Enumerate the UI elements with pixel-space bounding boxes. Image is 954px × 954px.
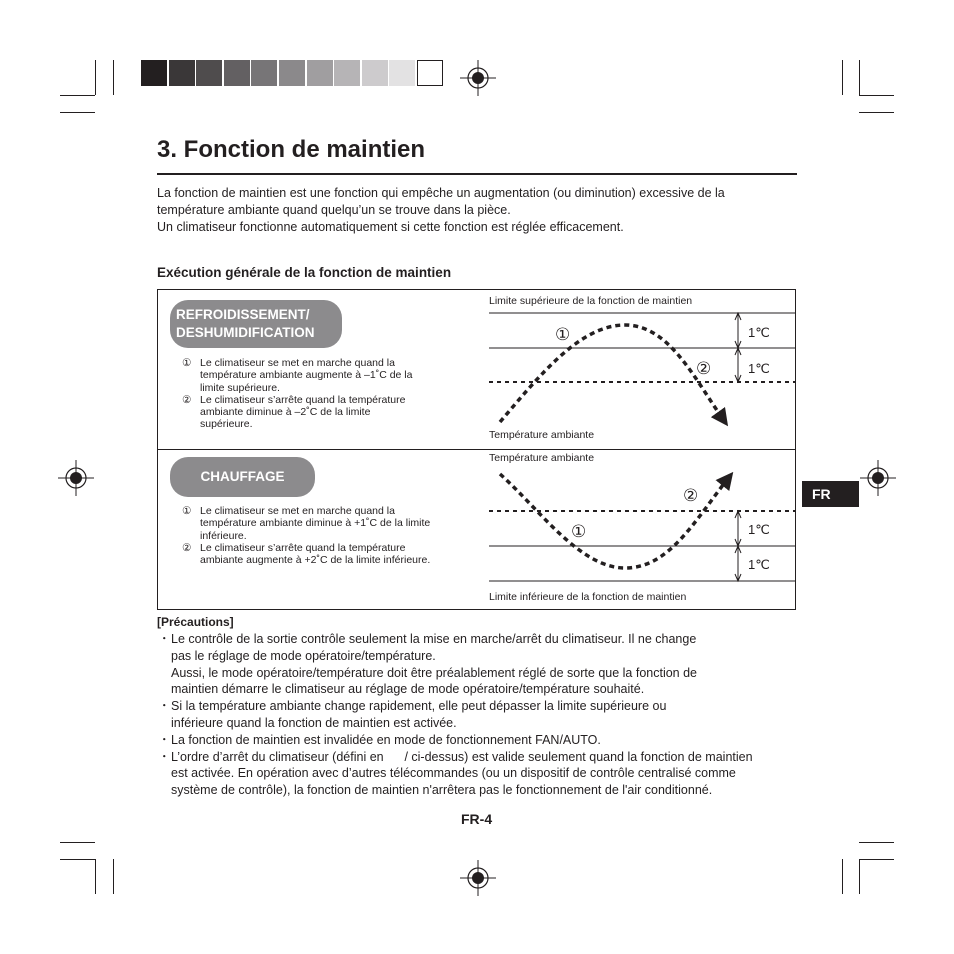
precaution-item <box>157 749 837 799</box>
color-swatch <box>251 60 277 86</box>
precaution-item <box>157 631 837 698</box>
precaution-item <box>157 732 837 749</box>
note-text: inférieure. <box>200 529 247 542</box>
precaution-text: est activée. En opération avec d’autres télécommandes (ou un dispositif de contrôle centralisé comme <box>171 766 736 781</box>
page-number: FR-4 <box>461 811 493 827</box>
cooling-graph-top-label: Limite supérieure de la fonction de maintien <box>489 295 693 307</box>
crop-mark <box>113 859 114 894</box>
heating-unit-2: 1℃ <box>748 557 770 572</box>
heating-graph-top-label: Température ambiante <box>489 452 595 464</box>
crop-mark <box>95 60 96 95</box>
cooling-marker-1: ① <box>555 325 571 344</box>
color-swatch <box>307 60 333 86</box>
color-swatch <box>224 60 250 86</box>
crop-mark <box>60 95 95 96</box>
precautions-title: [Précautions] <box>157 615 234 629</box>
color-swatch <box>169 60 195 86</box>
title-rule <box>157 173 797 175</box>
note-number: ② <box>182 541 192 554</box>
precaution-item <box>157 698 837 732</box>
heating-notes <box>182 505 472 566</box>
crop-mark <box>60 859 95 860</box>
note-text: ambiante augmente à +2˚C de la limite inférieure. <box>200 554 431 567</box>
bullet: ・ <box>158 699 171 714</box>
crop-mark <box>859 60 860 95</box>
diagram-divider <box>157 449 796 450</box>
precaution-text: maintien démarre le climatiseur au réglage de mode opératoire/température souhaité. <box>171 682 645 697</box>
crop-mark <box>859 859 894 860</box>
precaution-text: Aussi, le mode opératoire/température doit être préalablement réglé de sorte que la fonction de <box>171 665 698 680</box>
heating-graph-bottom-label: Limite inférieure de la fonction de maintien <box>489 591 687 603</box>
crop-mark <box>95 859 96 894</box>
crop-mark <box>859 859 860 894</box>
registration-mark-bottom <box>460 860 496 896</box>
precaution-text: système de contrôle), la fonction de maintien n'arrêtera pas le fonctionnement de l'air conditionné. <box>171 783 713 798</box>
color-swatch <box>417 60 443 86</box>
precaution-text: Le contrôle de la sortie contrôle seulement la mise en marche/arrêt du climatiseur. Il ne change <box>171 632 697 646</box>
registration-mark-right <box>860 460 896 496</box>
section-heading: Exécution générale de la fonction de maintien <box>157 265 452 280</box>
heating-mode-badge: CHAUFFAGE <box>170 457 315 497</box>
heating-marker-1: ① <box>571 522 587 541</box>
cooling-label-line-1: REFROIDISSEMENT/ <box>176 307 310 322</box>
crop-mark <box>859 842 894 843</box>
intro-line-2: température ambiante quand quelqu’un se trouve dans la pièce. <box>157 203 511 217</box>
note-text: température ambiante diminue à +1˚C de la limite <box>200 517 431 530</box>
color-swatch <box>362 60 388 86</box>
note-text: Le climatiseur s’arrête quand la température <box>200 541 406 554</box>
crop-mark <box>60 842 95 843</box>
note-text: Le climatiseur se met en marche quand la <box>200 505 395 517</box>
cooling-label-line-2: DESHUMIDIFICATION <box>176 325 315 340</box>
crop-mark <box>60 112 95 113</box>
note-number: ② <box>182 393 192 406</box>
cooling-unit-1: 1℃ <box>748 325 770 340</box>
note-number: ① <box>182 505 192 517</box>
color-swatch <box>334 60 360 86</box>
color-swatch <box>389 60 415 86</box>
heating-unit-1: 1℃ <box>748 522 770 537</box>
language-tab: FR <box>802 481 859 507</box>
bullet: ・ <box>158 632 171 646</box>
note-text: température ambiante augmente à –1˚C de la <box>200 369 413 382</box>
note-text: Le climatiseur se met en marche quand la <box>200 357 395 369</box>
precaution-text: L’ordre d’arrêt du climatiseur (défini en / ci-dessus) est valide seulement quand la fonction de maintien <box>171 749 753 764</box>
crop-mark <box>859 95 894 96</box>
cooling-unit-2: 1℃ <box>748 361 770 376</box>
note-text: supérieure. <box>200 418 253 431</box>
intro-line-3: Un climatiseur fonctionne automatiquement si cette fonction est réglée efficacement. <box>157 220 624 234</box>
precaution-text: inférieure quand la fonction de maintien est activée. <box>171 715 457 730</box>
bullet: ・ <box>158 749 171 764</box>
precaution-text: Si la température ambiante change rapidement, elle peut dépasser la limite supérieure ou <box>171 699 667 714</box>
temperature-curve <box>500 325 725 422</box>
cooling-graph-bottom-label: Température ambiante <box>489 429 595 441</box>
cooling-notes <box>182 357 462 431</box>
heating-marker-2: ② <box>683 486 699 505</box>
color-swatch <box>141 60 167 86</box>
registration-mark-top <box>460 60 496 96</box>
cooling-mode-badge <box>170 300 342 348</box>
note-number: ① <box>182 357 192 369</box>
note-text: Le climatiseur s’arrête quand la température <box>200 393 406 406</box>
crop-mark <box>842 60 843 95</box>
crop-mark <box>842 859 843 894</box>
registration-mark-left <box>58 460 94 496</box>
precaution-text: pas le réglage de mode opératoire/température. <box>171 648 436 663</box>
page-title: 3. Fonction de maintien <box>157 136 426 163</box>
color-swatch <box>279 60 305 86</box>
precaution-text: La fonction de maintien est invalidée en mode de fonctionnement FAN/AUTO. <box>171 732 601 747</box>
color-swatch <box>196 60 222 86</box>
crop-mark <box>113 60 114 95</box>
precautions-list <box>157 631 837 799</box>
intro-line-1: La fonction de maintien est une fonction qui empêche un augmentation (ou diminution) excessive de la <box>157 186 725 200</box>
cooling-marker-2: ② <box>696 359 712 378</box>
bullet: ・ <box>158 732 171 747</box>
note-text: ambiante diminue à –2˚C de la limite <box>200 406 371 419</box>
crop-mark <box>859 112 894 113</box>
note-text: limite supérieure. <box>200 381 280 394</box>
